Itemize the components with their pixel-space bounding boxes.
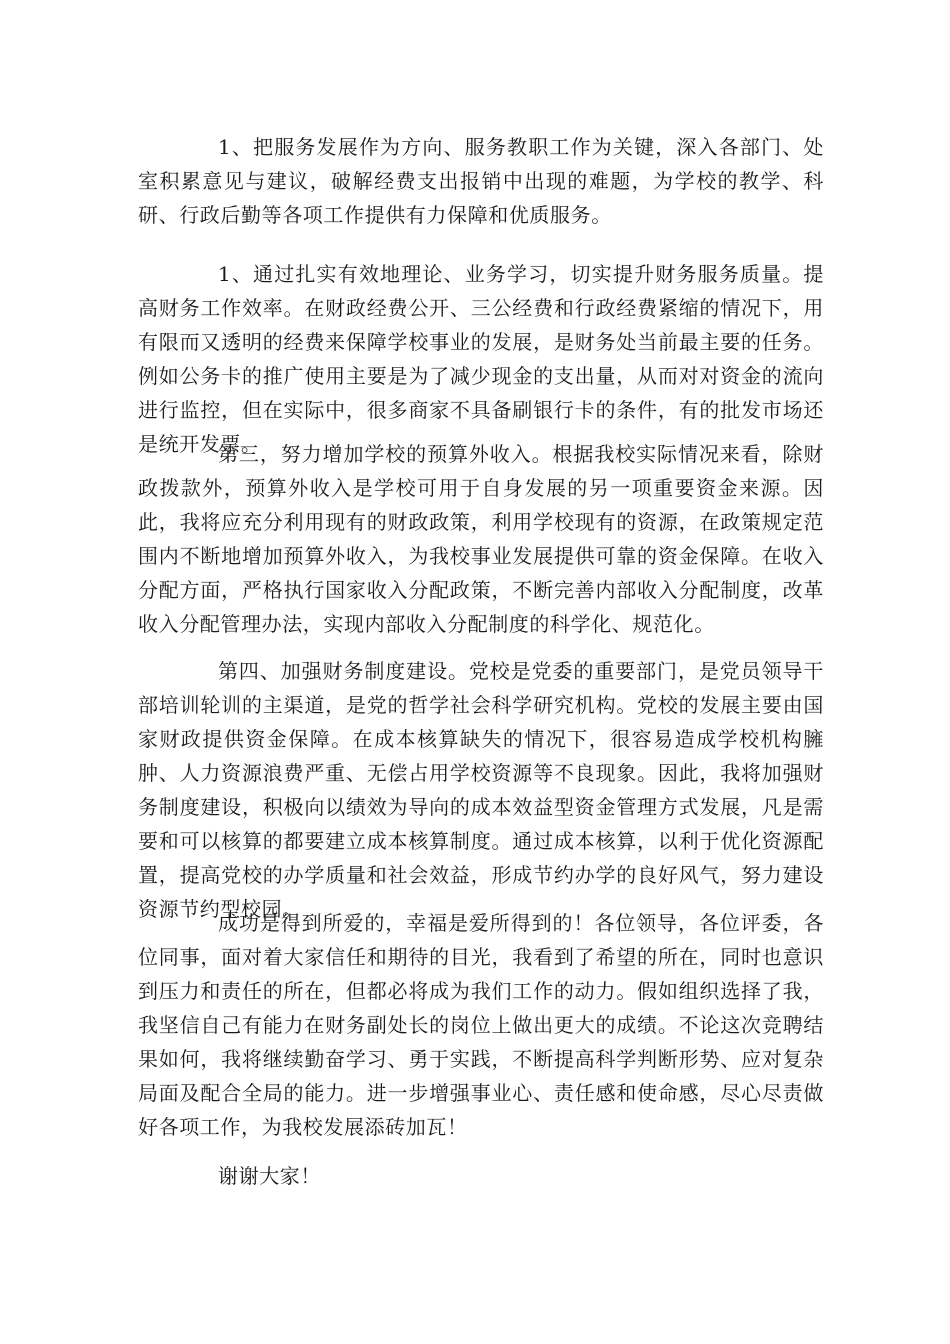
paragraph-finance-quality: 1、通过扎实有效地理论、业务学习，切实提升财务服务质量。提高财务工作效率。在财政经费公开、三公经费和行政经费紧缩的情况下，用有限而又透明的经费来保障学校事业的发展，是财务处当前最主要的任务。例如公务卡的推广使用主要是为了减少现金的支出量，从而对对资金的流向进行监控，但在实际中，很多商家不具备刷银行卡的条件，有的批发市场还是统开发票。: [138, 262, 824, 456]
paragraph-service-direction: 1、把服务发展作为方向、服务教职工作为关键，深入各部门、处室积累意见与建议，破解经费支出报销中出现的难题，为学校的教学、科研、行政后勤等各项工作提供有力保障和优质服务。: [138, 135, 824, 227]
paragraph-thanks: 谢谢大家！: [218, 1164, 321, 1188]
paragraph-finance-system: 第四、加强财务制度建设。党校是党委的重要部门，是党员领导干部培训轮训的主渠道，是党的哲学社会科学研究机构。党校的发展主要由国家财政提供资金保障。在成本核算缺失的情况下，很容易造成学校机构臃肿、人力资源浪费严重、无偿占用学校资源等不良现象。因此，我将加强财务制度建设，积极向以绩效为导向的成本效益型资金管理方式发展，凡是需要和可以核算的都要建立成本核算制度。通过成本核算，以利于优化资源配置，提高党校的办学质量和社会效益，形成节约办学的良好风气，努力建设资源节约型校园。: [138, 659, 824, 921]
paragraph-extra-budget-income: 第三，努力增加学校的预算外收入。根据我校实际情况来看，除财政拨款外，预算外收入是学校可用于自身发展的另一项重要资金来源。因此，我将应充分利用现有的财政政策，利用学校现有的资源，在政策规定范围内不断地增加预算外收入，为我校事业发展提供可靠的资金保障。在收入分配方面，严格执行国家收入分配政策，不断完善内部收入分配制度，改革收入分配管理办法，实现内部收入分配制度的科学化、规范化。: [138, 442, 824, 636]
paragraph-closing-statement: 成功是得到所爱的，幸福是爱所得到的！各位领导，各位评委，各位同事，面对着大家信任和期待的目光，我看到了希望的所在，同时也意识到压力和责任的所在，但都必将成为我们工作的动力。假如组织选择了我，我坚信自己有能力在财务副处长的岗位上做出更大的成绩。不论这次竞聘结果如何，我将继续勤奋学习、勇于实践，不断提高科学判断形势、应对复杂局面及配合全局的能力。进一步增强事业心、责任感和使命感，尽心尽责做好各项工作，为我校发展添砖加瓦！: [138, 911, 824, 1139]
